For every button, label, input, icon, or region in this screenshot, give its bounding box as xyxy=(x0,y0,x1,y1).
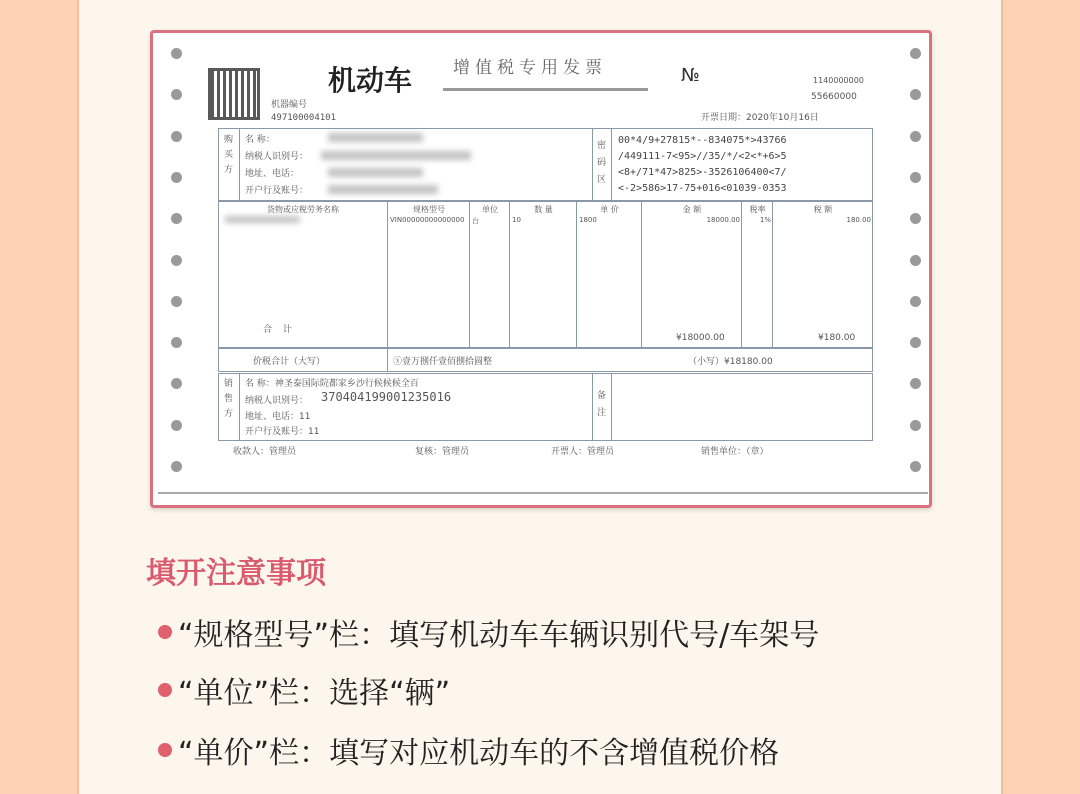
bullet-icon xyxy=(158,683,172,697)
feed-hole-icon xyxy=(171,89,182,100)
feed-hole-icon xyxy=(171,48,182,59)
item-tax: 180.00 xyxy=(846,216,871,224)
feed-hole-icon xyxy=(910,89,921,100)
item-qty: 10 xyxy=(512,216,521,224)
seller-side-label: 销售方 xyxy=(224,379,234,419)
title-underline xyxy=(443,88,648,91)
grand-total-words: ⓧ壹万捌仟壹佰捌拾圆整 xyxy=(393,357,493,367)
machine-label: 机器编号 xyxy=(271,100,308,110)
note-text: “单价”栏：填写对应机动车的不含增值税价格 xyxy=(178,736,780,771)
invoice-date: 开票日期：2020年10月16日 xyxy=(701,113,819,123)
cipher-line: /449111-7<95>//35/*/<2<*+6>5 xyxy=(618,151,787,162)
remark-label: 备注 xyxy=(597,391,607,418)
note-item xyxy=(158,610,819,654)
items-column xyxy=(218,201,388,348)
seller-stamp: 销售单位：（章） xyxy=(701,447,769,457)
feed-hole-icon xyxy=(171,172,182,183)
feed-hole-icon xyxy=(910,420,921,431)
feed-hole-icon xyxy=(171,131,182,142)
bullet-icon xyxy=(158,743,172,757)
cipher-line: <-2>586>17-75+016<01039-0353 xyxy=(618,183,787,194)
buyer-name-label: 名 称： xyxy=(245,135,275,145)
item-price: 1800 xyxy=(579,216,597,224)
column-header: 单位 xyxy=(482,205,498,214)
total-amount: ¥18000.00 xyxy=(676,333,725,343)
feed-hole-icon xyxy=(171,213,182,224)
feed-hole-icon xyxy=(910,172,921,183)
seller-address: 地址、电话：11 xyxy=(245,412,311,422)
note-item xyxy=(158,728,779,772)
grand-total-label: 价税合计（大写） xyxy=(253,357,326,367)
invoice-number: 55660000 xyxy=(811,92,857,102)
feed-hole-icon xyxy=(171,420,182,431)
cipher-label: 密码区 xyxy=(597,141,607,185)
column-header: 金 额 xyxy=(682,205,702,214)
invoice-title-main: 机动车 xyxy=(328,64,413,97)
cipher-line: 00*4/9+27815*--834075*>43766 xyxy=(618,135,787,146)
issuer: 开票人：管理员 xyxy=(551,447,615,457)
item-spec: VIN00000000000000 xyxy=(390,216,465,224)
item-amount: 18000.00 xyxy=(706,216,740,224)
qr-code-icon xyxy=(208,68,260,120)
bottom-line xyxy=(158,492,928,494)
seller-bank: 开户行及账号：11 xyxy=(245,427,320,437)
note-item xyxy=(158,668,450,712)
seller-taxid-label: 纳税人识别号： xyxy=(245,396,309,406)
notes-title: 填开注意事项 xyxy=(146,556,326,591)
column-header: 货物或应税劳务名称 xyxy=(267,205,339,214)
note-text: “规格型号”栏：填写机动车车辆识别代号/车架号 xyxy=(178,618,820,653)
feed-hole-icon xyxy=(910,131,921,142)
payee: 收款人：管理员 xyxy=(233,447,297,457)
note-text: “单位”栏：选择“辆” xyxy=(178,676,451,711)
buyer-taxid-label: 纳税人识别号： xyxy=(245,152,309,162)
feed-hole-icon xyxy=(171,255,182,266)
item-unit: 台 xyxy=(472,217,479,225)
feed-hole-icon xyxy=(910,296,921,307)
grand-total-small: （小写）¥18180.00 xyxy=(688,357,773,367)
seller-taxid: 370404199001235016 xyxy=(321,390,452,404)
column-header: 数 量 xyxy=(534,205,553,214)
feed-hole-icon xyxy=(171,378,182,389)
buyer-bank-label: 开户行及账号： xyxy=(245,186,309,196)
seller-name: 名 称：神圣泰国际院都家乡沙行候候候全百 xyxy=(245,379,419,389)
column-header: 规格型号 xyxy=(413,205,445,214)
column-header: 税率 xyxy=(749,205,766,214)
invoice-image xyxy=(150,30,932,508)
item-rate: 1% xyxy=(759,216,771,224)
cipher-area xyxy=(618,133,787,197)
feed-hole-icon xyxy=(910,378,921,389)
feed-hole-icon xyxy=(171,337,182,348)
bullet-icon xyxy=(158,625,172,639)
total-label: 合 计 xyxy=(263,325,296,335)
feed-hole-icon xyxy=(910,213,921,224)
feed-hole-icon xyxy=(910,255,921,266)
total-tax: ¥180.00 xyxy=(818,333,856,343)
feed-hole-icon xyxy=(171,461,182,472)
invoice-title-sub: 增值税专用发票 xyxy=(453,58,607,78)
feed-hole-icon xyxy=(910,48,921,59)
number-symbol: № xyxy=(681,65,700,86)
buyer-side-label: 购买方 xyxy=(224,135,234,175)
column-header: 单 价 xyxy=(600,205,619,214)
feed-hole-icon xyxy=(171,296,182,307)
invoice-code: 1140000000 xyxy=(813,76,864,85)
feed-hole-icon xyxy=(910,461,921,472)
reviewer: 复核：管理员 xyxy=(415,447,470,457)
cipher-line: <8+/71*47>825>-3526106400<7/ xyxy=(618,167,787,178)
buyer-address-label: 地址、电话： xyxy=(245,169,300,179)
feed-hole-icon xyxy=(910,337,921,348)
machine-number: 497100004101 xyxy=(271,113,337,123)
column-header: 税 额 xyxy=(813,205,833,214)
